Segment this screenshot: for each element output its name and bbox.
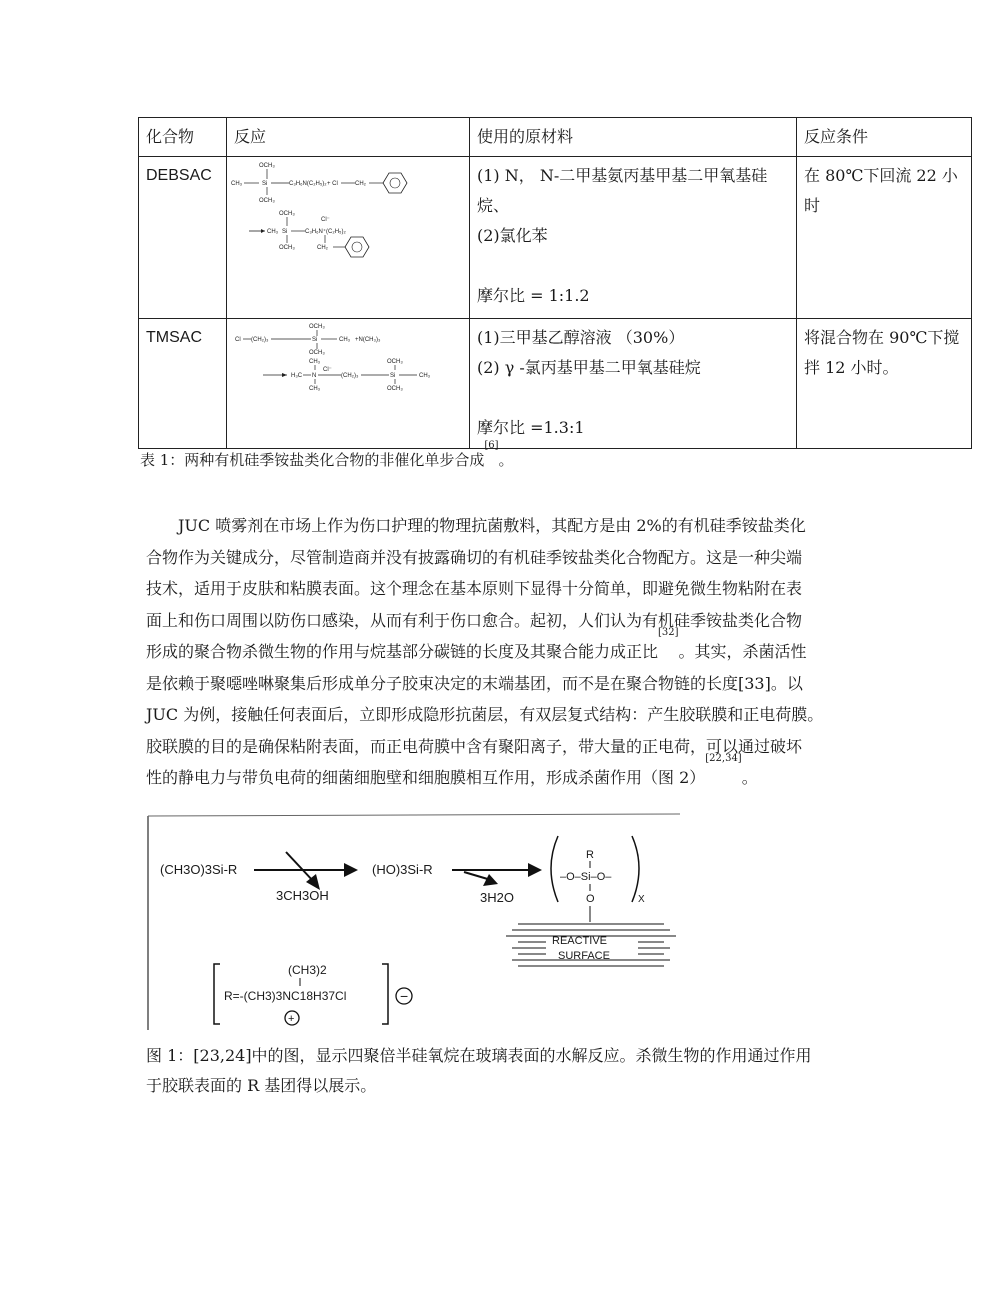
reactant-label: (CH3O)3Si-R — [160, 862, 238, 877]
reaction-scheme — [227, 157, 470, 319]
header-materials: 使用的原材料 — [470, 118, 797, 157]
svg-text:OCH₃: OCH₃ — [279, 245, 295, 251]
header-compound: 化合物 — [139, 118, 227, 157]
svg-text:CH₃: CH₃ — [231, 181, 243, 187]
svg-text:+N(CH₃)₃: +N(CH₃)₃ — [355, 337, 381, 343]
svg-text:CH₂: CH₂ — [355, 181, 366, 187]
svg-text:(CH₂)₃: (CH₂)₃ — [341, 373, 359, 379]
svg-text:OCH₃: OCH₃ — [309, 350, 325, 356]
svg-text:C₃H₆N⁺(C₂H₅)₂: C₃H₆N⁺(C₂H₅)₂ — [305, 229, 346, 235]
reaction-conditions: 将混合物在 90℃下搅拌 12 小时。 — [797, 319, 972, 449]
hydrolysis-figure — [146, 812, 686, 1032]
polymer-r: R — [586, 849, 594, 861]
citation: [22,34] — [705, 753, 742, 764]
surface-label-1: REACTIVE — [552, 935, 608, 947]
compound-name: TMSAC — [139, 319, 227, 449]
svg-text:+: + — [288, 1013, 295, 1025]
material-1: (1) N， N-二甲基氨丙基甲基二甲氧基硅烷、 — [477, 166, 768, 215]
table-row — [139, 319, 972, 449]
material-2: (2) γ -氯丙基甲基二甲氧基硅烷 — [477, 358, 701, 377]
byproduct-water: 3H2O — [480, 890, 514, 905]
svg-text:Cl⁻: Cl⁻ — [321, 217, 330, 223]
citation: [32] — [658, 627, 679, 638]
surface-label-2: SURFACE — [558, 950, 610, 962]
tmsac-reaction-structure — [229, 321, 467, 411]
svg-text:C₃H₆N(C₂H₅)₂: C₃H₆N(C₂H₅)₂ — [289, 181, 327, 187]
svg-text:OCH₃: OCH₃ — [309, 324, 325, 330]
body-paragraph: JUC 喷雾剂在市场上作为伤口护理的物理抗菌敷料，其配方是由 2%的有机硅季铵盐类化 合物作为关键成分，尽管制造商并没有披露确切的有机硅季铵盐类化合物配方。这是一种尖端 技术，适用于皮肤和粘膜表面。这个理念在基本原则下显得十分简单，即避免微生物粘附在表 面上和伤口周围以防伤口感染，从而有利于伤口愈合。起初，人们认为有机硅季铵盐类化合物 形成的聚合物杀微生物的作用与烷基部分碳链的长度及其聚合能力成正比[32]。其实，杀菌活性 是依赖于聚噁唑啉聚集后形成单分子胶束决定的末端基团，而不是在聚合物链的长度[33]。以 JUC 为例，接触任何表面后，立即形成隐形抗菌层，有双层复式结构：产生胶联膜和正电荷膜。 胶联膜的目的是确保粘附表面，而正电荷膜中含有聚阳离子，带大量的正电荷，可以通过破坏 性的静电力与带负电荷的细菌细胞壁和细胞膜相互作用，形成杀菌作用（图 2）[22,34]。 — [146, 516, 824, 787]
svg-text:CH₃: CH₃ — [419, 373, 431, 379]
svg-text:+ Cl: + Cl — [327, 181, 338, 187]
svg-text:Si: Si — [262, 181, 268, 187]
raw-materials — [470, 157, 797, 319]
reaction-conditions: 在 80℃下回流 22 小时 — [797, 157, 972, 319]
svg-text:CH₃: CH₃ — [267, 229, 279, 235]
svg-text:Si: Si — [312, 337, 318, 343]
material-1: (1)三甲基乙醇溶液 （30%） — [477, 328, 685, 347]
table-row — [139, 157, 972, 319]
svg-text:OCH₃: OCH₃ — [259, 198, 275, 204]
svg-text:OCH₃: OCH₃ — [259, 163, 275, 169]
debsac-reaction-structure — [229, 159, 467, 269]
byproduct-methanol: 3CH3OH — [276, 888, 329, 903]
svg-text:CH₂: CH₂ — [317, 245, 328, 251]
r-group-substituent: (CH3)2 — [288, 963, 327, 977]
header-conditions: 反应条件 — [797, 118, 972, 157]
svg-text:CH₃: CH₃ — [339, 337, 351, 343]
svg-text:OCH₃: OCH₃ — [279, 211, 295, 217]
svg-text:CH₃: CH₃ — [309, 359, 321, 365]
svg-text:−: − — [400, 988, 409, 1004]
svg-text:Si: Si — [282, 229, 288, 235]
polymer-o: O — [586, 893, 595, 905]
svg-text:(CH₂)₃: (CH₂)₃ — [251, 337, 269, 343]
molar-ratio: 摩尔比 =1.3:1 — [477, 418, 585, 437]
svg-text:Cl⁻: Cl⁻ — [323, 367, 332, 373]
svg-text:H₃C: H₃C — [291, 373, 303, 379]
table-caption: 表 1：两种有机硅季铵盐类化合物的非催化单步合成[6]。 — [140, 440, 514, 469]
reaction-scheme — [227, 319, 470, 449]
material-2: (2)氯化苯 — [477, 226, 548, 245]
r-group-formula: R=-(CH3)3NC18H37Cl — [224, 989, 347, 1003]
figure-caption: 图 1：[23,24]中的图，显示四聚倍半硅氧烷在玻璃表面的水解反应。杀微生物的作用通过作用 于胶联表面的 R 基团得以展示。 — [146, 1046, 812, 1095]
polymer-backbone: –O–Si–O– — [560, 871, 612, 883]
repeat-subscript: X — [638, 894, 645, 905]
svg-text:OCH₃: OCH₃ — [387, 359, 403, 365]
svg-text:N: N — [312, 373, 317, 379]
citation: [6] — [484, 440, 499, 451]
raw-materials — [470, 319, 797, 449]
header-reaction: 反应 — [227, 118, 470, 157]
table-header-row — [139, 118, 972, 157]
svg-text:Cl: Cl — [235, 337, 241, 343]
synthesis-table — [138, 117, 972, 449]
molar-ratio: 摩尔比 = 1:1.2 — [477, 286, 590, 305]
svg-text:OCH₃: OCH₃ — [387, 386, 403, 392]
intermediate-label: (HO)3Si-R — [372, 862, 433, 877]
svg-text:CH₃: CH₃ — [309, 386, 321, 392]
svg-text:Si: Si — [390, 373, 396, 379]
compound-name: DEBSAC — [139, 157, 227, 319]
